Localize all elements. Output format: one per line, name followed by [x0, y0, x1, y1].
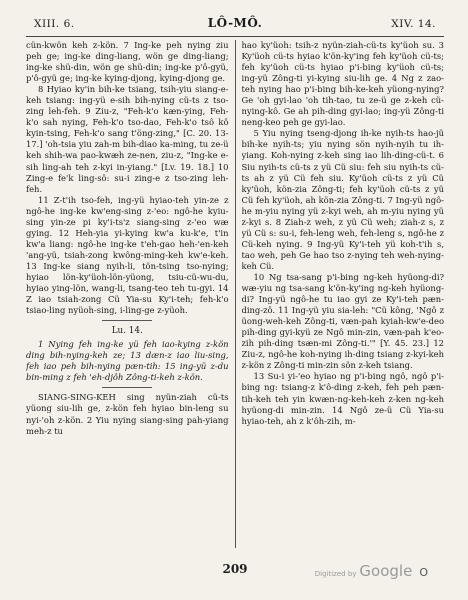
chapter-summary: 1 Nying feh ing-ke yü feh iao-kying z-kön ding bih-nying-keh ze; 13 dæn-z iao liu-sing, feh iao peh bih-nying pæn-tih: 15 ing-yü z-du bin-ming z feh 'eh-djôh Zông-ti-keh z-kön.	[26, 339, 229, 383]
text-columns	[26, 40, 444, 548]
right-column	[242, 40, 445, 548]
left-paragraph-1: cün-kwön keh z-kön. 7 Ing-ke peh nying ziu peh ge; ing-ke ding-liang, wön ge ding-liang; ing-ke shü-din, wön ge shü-din; ing-ke p'ô-gyü, p'ô-gyü ge; ing-ke kying-djong, kying-djong ge.	[26, 40, 229, 84]
right-paragraph-3: 10 Ng tsa-sang p'i-bing ng-keh hyüong-di? wæ-yiu ng tsa-sang k'ön-ky'ing ng-keh hyüong-di? Ing-yü ngô-he tu iao gyi ze Ky'i-teh pæn-ding-zô. 11 Ing-yü yiu sia-leh: "Cü kông, 'Ngô z üong-weh-keh Zông-ti, væn-pah kyiah-kw'e-deo pih-ding gyi-kyü ze Ngô min-zin, væn-pah k'eo-zih pih-ding tsæn-mi Zông-ti.'" [Y. 45. 23.] 12 Ziu-z, ngô-he koh-nying ih-ding tsiang z-kyi-keh z-kön z Zông-ti min-zin sön z-keh tsiang.	[241, 271, 445, 371]
header-rule	[26, 36, 444, 37]
book-page	[20, 14, 450, 589]
digitized-prefix: Digitized by	[314, 570, 357, 578]
left-paragraph-3: 11 Z-t'ih tso-feh, ing-yü hyiao-teh yin-ze z ngô-he ing-ke kw'eng-sing z-'eo: ngô-he kyiu-sing yin-ze pi ky'i-ts'z siang-sing z-'eo wæ gying. 12 Heh-yia yi-kying kw'a ku-k'e, t'in kw'a liang: ngô-he ing-ke t'eh-gao heh-'en-keh 'ang-yü, tsiah-zong kwông-ming-keh kw'e-keh. 13 Ing-ke siang nyih-li, tön-tsing tso-nying; hyiao lön-ky'üoh-lön-yüong, tsiu-cü-wu-du, hyiao ying-lön, wang-li, tsang-teo teh tu-gyi. 14 Z iao tsiah-zong Cü Yia-su Ky'i-teh; feh-k'o tsiao-ling nyüoh-sing, i-ling-ge z-yüoh.	[26, 194, 229, 316]
header-right-reference: XIV. 14.	[391, 18, 436, 30]
right-paragraph-1: hao ky'üoh: tsih-z nyün-ziah-cü-ts ky'üoh su. 3 Ky'üoh cü-ts hyiao k'ön-ky'ing feh ky'üoh cü-ts; feh ky'üoh cü-ts hyiao p'i-bing ky'üoh cü-ts; ing-yü Zông-ti yi-kying siu-lih ge. 4 Ng z zao-teh nying hao p'i-bing bih-ke-keh yüong-nying? Ge 'oh gyi-lao 'oh tih-tao, tu ze-ü ge z-keh cü-nying-kô. Ge ah pih-ding gyi-lao; ing-yü Zông-ti neng-keo peh ge gyi-lao.	[241, 40, 445, 128]
running-header	[20, 14, 450, 34]
page-footer	[20, 562, 450, 586]
page-number: 209	[222, 562, 248, 576]
digitized-watermark	[315, 562, 428, 580]
left-column	[26, 40, 229, 548]
chapter-heading: Lu. 14.	[111, 326, 143, 337]
header-title: LÔ-MÔ.	[207, 16, 263, 30]
right-paragraph-4: 13 Su-i yi-'eo hyiao ng p'i-bing ngô, ngô p'i-bing ng: tsiang-z k'ô-ding z-keh, feh peh pæn-tih-keh teh yin kwæn-ng-keh-keh z-ken ng-keh hyüong-di min-zin. 14 Ngô ze-ü Cü Yia-su hyiao-teh, ah z k'ôh-zih, m-	[241, 371, 445, 426]
google-logo: Google	[359, 562, 413, 580]
section-divider	[102, 320, 152, 321]
summary-divider	[102, 387, 152, 388]
library-stamp: O	[419, 566, 428, 579]
column-divider	[235, 40, 236, 548]
right-paragraph-2: 5 Yiu nying tseng-djong ih-ke nyih-ts hao-jü bih-ke nyih-ts; yiu nying sön nyih-nyih tu ih-yiang. Koh-nying z-keh sing iao lih-ding-cü-t. 6 Siu nyih-ts cü-ts z yü Cü siu: feh siu nyih-ts cü-ts ah z yü Cü feh siu. Ky'üoh cü-ts z yü Cü ky'üoh, kön-zia Zông-ti; feh ky'üoh cü-ts z yü Cü feh ky'üoh, ah kön-zia Zông-ti. 7 Ing-yü ngô-he m-yiu nying yü z-kyi weh, ah m-yiu nying yü z-kyi s. 8 Ziah-z weh, z yü Cü weh; ziah-z s, z yü Cü s: su-i, feh-leng weh, feh-leng s, ngô-he z Cü-keh nying. 9 Ing-yü Ky'i-teh yü koh-t'ih s, tao weh, peh Ge hao tso z-nying teh weh-nying-keh Cü.	[241, 128, 445, 271]
left-paragraph-4: SIANG-SING-KEH sing nyün-ziah cü-ts yüong siu-lih ge, z-kön feh hyiao bin-leng su nyi-'oh z-kön. 2 Yiu nying siang-sing pah-yiang meh-z tu	[26, 392, 229, 436]
left-paragraph-2: 8 Hyiao ky'in bih-ke tsiang, tsih-yiu siang-e-keh tsiang: ing-yü e-sih bih-nying cü-ts z tso-zing leh-feh. 9 Ziu-z, "Feh-k'o kæn-ying, Feh-k'o sah nying, Feh-k'o tso-dao, Feh-k'o tsô kô kyin-tsing, Feh-k'o sang t'öng-zing," [C. 20. 13-17.] 'oh-tsia yiu zah-m bih-diao ka-ming, tu ze-ü keh shih-wa pao-kwæh ze-nen, ziu-z, "Ing-ke e-sih ling-ah teh z-kyi in-yiang." [Lv. 19. 18.] 10 Zing-e fe'k ling-sô: su-i zing-e z tso-zing leh-feh.	[26, 84, 229, 194]
header-left-reference: XIII. 6.	[34, 18, 75, 30]
